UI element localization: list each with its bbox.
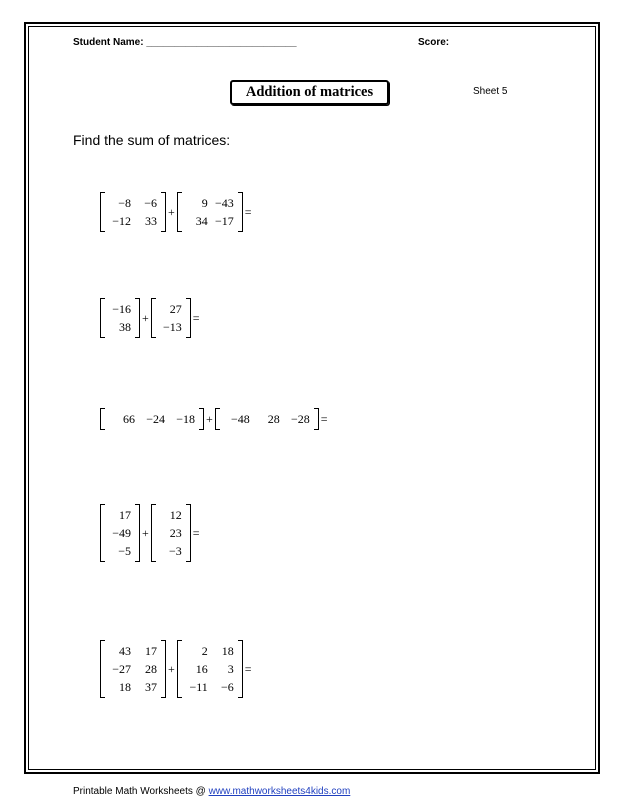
footer-text: Printable Math Worksheets @ [73,786,209,797]
matrix-entry: 28 [145,662,157,676]
matrix-entry: 37 [145,680,157,694]
matrix-row [158,542,184,560]
problem-1 [100,192,254,232]
matrix-entry: 23 [169,526,182,540]
matrix-a [100,298,140,338]
matrix-entry: −17 [215,214,234,228]
plus-sign: + [142,525,149,540]
matrix-entry: 18 [221,644,234,658]
matrix-entry: −16 [112,302,131,316]
matrix-entry: −18 [176,412,195,426]
matrix-entry: −3 [169,544,182,558]
matrix-row [158,524,184,542]
matrix-row [107,642,159,660]
equals-sign: = [192,310,200,325]
matrix-row [107,300,133,318]
matrix-row [184,642,236,660]
matrix-row [107,660,159,678]
matrix-b [151,298,191,338]
student-name-field: Student Name: ___________________________ [73,37,297,48]
matrix-entry: 38 [119,320,131,334]
matrix-row [107,506,133,524]
matrix-entry: −48 [231,412,250,426]
matrix-row [107,194,159,212]
problem-3 [100,408,330,430]
matrix-a [100,408,204,430]
plus-sign: + [168,661,175,676]
matrix-row [184,678,236,696]
matrix-a [100,504,140,562]
instructions: Find the sum of matrices: [73,132,231,148]
matrix-entry: 28 [267,412,280,426]
matrix-entry: 33 [145,214,157,228]
matrix-entry: 17 [119,508,131,522]
matrix-entry: 2 [201,644,208,658]
problem-5 [100,640,254,698]
matrix-entry: 66 [123,412,135,426]
matrix-row [107,524,133,542]
matrix-row [184,194,236,212]
matrix-entry: −11 [189,680,208,694]
matrix-entry: 9 [201,196,208,210]
matrix-entry: −28 [291,412,310,426]
equals-sign: = [320,411,328,426]
plus-sign: + [142,310,149,325]
matrix-entry: −27 [112,662,131,676]
score-label: Score: [418,37,450,48]
matrix-entry: 34 [195,214,208,228]
footer-link[interactable]: www.mathworksheets4kids.com [208,786,351,797]
matrix-b [151,504,191,562]
matrix-entry: −12 [112,214,131,228]
worksheet-title: Addition of matrices [230,80,389,105]
matrix-entry: 18 [119,680,131,694]
matrix-row [107,318,133,336]
matrix-row [184,212,236,230]
footer [73,786,350,797]
matrix-row [184,660,236,678]
matrix-entry: −6 [144,196,157,210]
equals-sign: = [244,661,252,676]
matrix-row [107,410,197,428]
matrix-a [100,640,166,698]
matrix-row [158,506,184,524]
matrix-entry: 16 [195,662,208,676]
plus-sign: + [206,411,213,426]
matrix-row [158,300,184,318]
matrix-row [158,318,184,336]
matrix-b [177,640,243,698]
matrix-entry: 3 [227,662,234,676]
matrix-entry: 12 [169,508,182,522]
matrix-entry: 17 [145,644,157,658]
matrix-entry: −5 [118,544,131,558]
matrix-entry: −6 [221,680,234,694]
equals-sign: = [192,525,200,540]
plus-sign: + [168,204,175,219]
sheet-number: Sheet 5 [473,86,508,97]
matrix-entry: −24 [146,412,165,426]
matrix-entry: −8 [118,196,131,210]
problem-4 [100,504,202,562]
matrix-entry: −43 [215,196,234,210]
problem-2 [100,298,202,338]
matrix-entry: 43 [119,644,131,658]
matrix-entry: −13 [163,320,182,334]
matrix-a [100,192,166,232]
matrix-b [177,192,243,232]
matrix-entry: 27 [169,302,182,316]
matrix-row [222,410,312,428]
matrix-row [107,212,159,230]
matrix-entry: −49 [112,526,131,540]
matrix-b [215,408,319,430]
matrix-row [107,678,159,696]
equals-sign: = [244,204,252,219]
matrix-row [107,542,133,560]
